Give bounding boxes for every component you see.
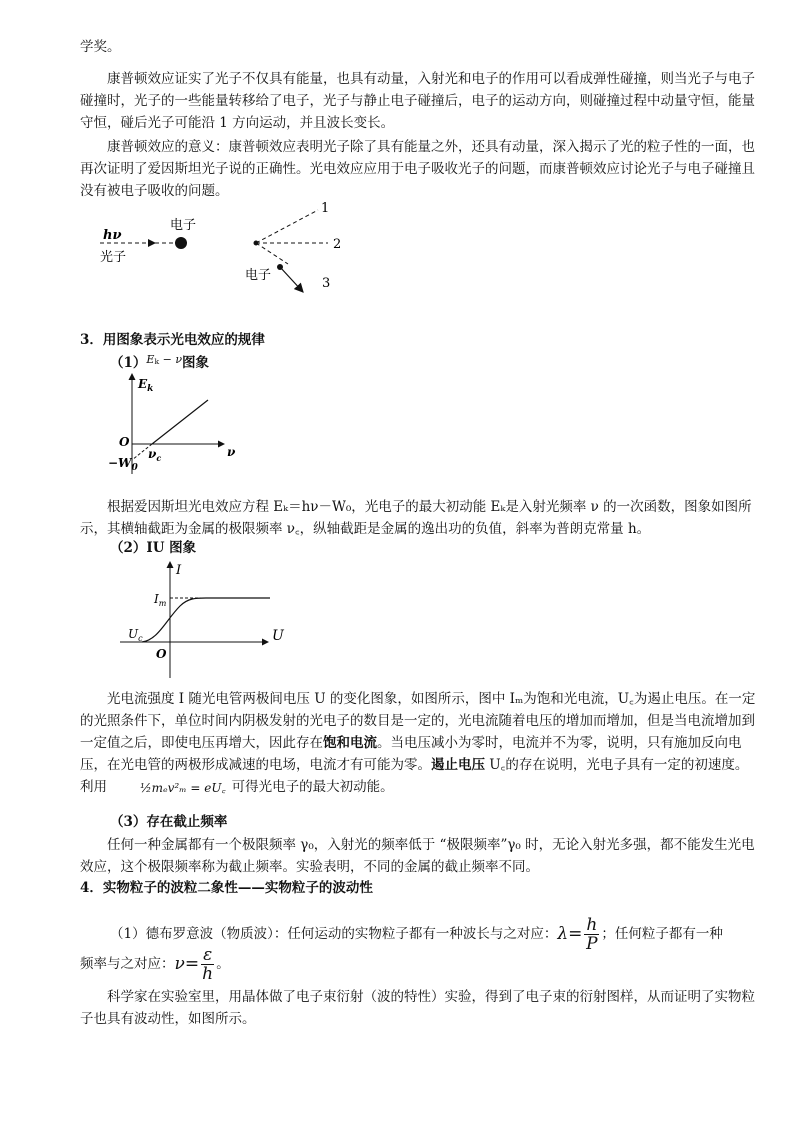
recoil-electron-label: 电子 [245,268,272,283]
svg-text:−W0: $-W_0$ [108,456,138,473]
svg-text:νc: $\nu_c$ [148,447,162,463]
stopping-voltage-label: U [128,627,139,641]
current-axis-label: I [176,563,182,578]
stopping-voltage-term: 遏止电压 [431,757,485,773]
subsection-ek-nu-title: $(1)^{Ek - \nu}$图象 [110,353,210,371]
direction-label-3: 3 [322,276,331,291]
paragraph-compton-significance: 康普顿效应的意义：康普顿效应表明光子除了具有能量之外，还具有动量，深入揭示了光的粒子性的一面，也再次证明了爱因斯坦光子说的正确性。光电效应应用于电子吸收光子的问题，而康普顿效应讨论光子与电子碰撞且没有被电子吸收的问题。 [80,139,755,199]
photon-energy-label: hν [103,228,122,243]
section-3-title: 3．用图象表示光电效应的规律 [80,332,265,348]
electron-label: 电子 [170,218,197,233]
paragraph-de-broglie: （1）德布罗意波（物质波）：任何运动的实物粒子都有一种波长与之对应：λ= $\frac{h}{P}$ ；任何粒子都有一种 [110,915,723,954]
saturation-current-term: 饱和电流 [323,735,377,751]
section-4-title: 4．实物粒子的波粒二象性——实物粒子的波动性 [80,880,373,896]
wavelength-formula: λ= $\frac{h}{P}$ [557,915,598,954]
frequency-formula: ν= $\frac{\varepsilon}{h}$ [174,945,214,984]
subsection-cutoff-title: （3）存在截止频率 [110,814,228,830]
subsection-iu-title: （2）IU 图象 [110,540,197,556]
svg-text:Ek: $E_k$ [138,377,154,394]
ek-axis-label: E [138,377,148,391]
svg-text:Im: $I_m$ [154,592,167,608]
voltage-axis-label: U [272,628,284,644]
paragraph-compton-description: 康普顿效应证实了光子不仅具有能量，也具有动量，入射光和电子的作用可以看成弹性碰撞，则当光子与电子碰撞时，光子的一些能量转移给了电子，光子与静止电子碰撞后，电子的运动方向，则碰撞过程中动量守恒，能量守恒，碰后光子可能沿 1 方向运动，并且波长变长。 [80,71,755,131]
origin-label: O [119,435,130,449]
scatter-direction-1 [256,210,318,243]
photon-label: 光子 [100,250,127,265]
scatter-direction-3 [256,243,288,264]
paragraph-electron-diffraction: 科学家在实验室里，用晶体做了电子束衍射（波的特性）实验，得到了电子束的衍射图样，从而证明了实物粒子也具有波动性，如图所示。 [80,989,755,1027]
ek-nu-graph [110,372,270,482]
svg-text:Uc: $U_c$ [128,627,143,643]
kinetic-energy-formula: ½mₑv²ₘ = eU꜀ [140,780,226,795]
recoil-electron-arrow [280,267,303,292]
direction-label-2: 2 [333,237,342,252]
ek-line [152,400,208,444]
electron-dot [175,237,187,249]
paragraph-intro-end: 学奖。 [80,39,121,55]
direction-label-1: 1 [321,201,330,216]
paragraph-iu-explanation: 光电流强度 I 随光电管两极间电压 U 的变化图象，如图所示，图中 Iₘ为饱和光电流，U꜀为遏止电压。在一定的光照条件下，单位时间内阴极发射的光电子的数目是一定的，光电流随着电压的增加而增加，但是当电流增加到一定值之后，即使电压再增大，因此存在饱和电流。当电压减小为零时，电流并不为零，说明，只有施加反向电压，在光电管的两极形成减速的电场，电流才有可能为零。遏止电压 U꜀的存在说明，光电子具有一定的初速度。利用 ½mₑv²ₘ = eU꜀ 可得光电子的最大初动能。 [80,688,756,799]
paragraph-ek-equation: 根据爱因斯坦光电效应方程 Eₖ＝hν－W₀，光电子的最大初动能 Eₖ是入射光频率 ν 的一次函数，图象如图所示，其横轴截距为金属的极限频率 ν꜀，纵轴截距是金属的逸出功的负值，斜率为普朗克常量 h。 [80,499,752,537]
iu-graph [120,560,320,680]
iu-origin-label: O [156,647,167,661]
work-function-label: −W [108,456,132,470]
compton-scattering-figure [90,195,450,305]
saturation-current-label: I [154,592,159,606]
threshold-freq-label: ν [148,447,157,461]
nu-axis-label: ν [227,445,236,459]
paragraph-cutoff-frequency: 任何一种金属都有一个极限频率 γ₀，入射光的频率低于 “极限频率”γ₀ 时，无论入射光多强，都不能发生光电效应，这个极限频率称为截止频率。实验表明，不同的金属的截止频率不同。 [80,837,755,875]
paragraph-frequency-relation: 频率与之对应：ν= $\frac{\varepsilon}{h}$ 。 [80,945,230,984]
